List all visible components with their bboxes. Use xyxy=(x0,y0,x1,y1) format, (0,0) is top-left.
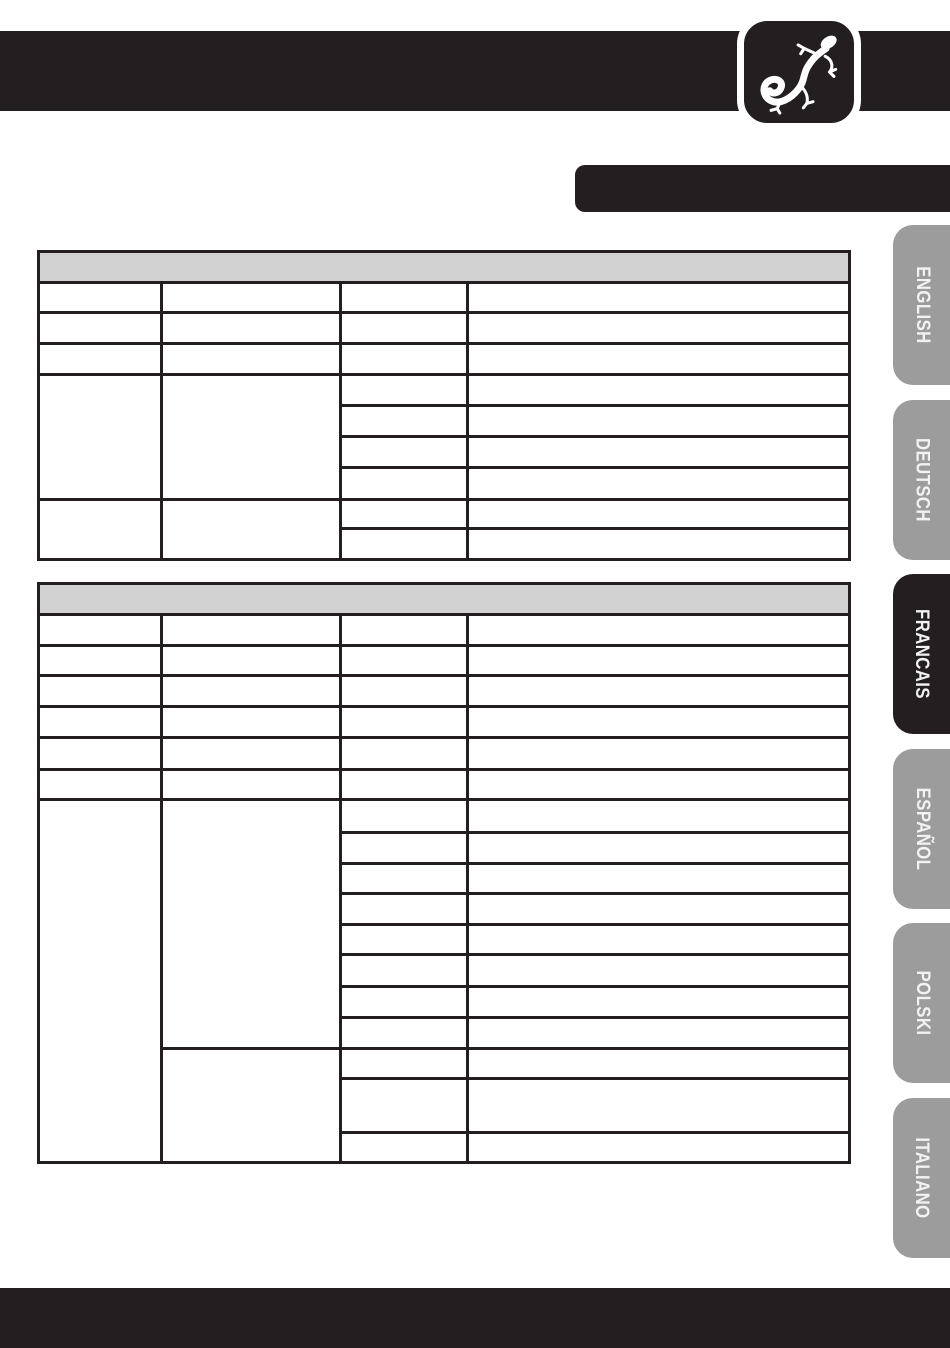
cell xyxy=(468,1133,850,1163)
cell xyxy=(162,500,341,560)
cell xyxy=(341,406,468,437)
cell xyxy=(468,313,850,344)
lower-table xyxy=(37,582,851,1164)
tab-label: ENGLISH xyxy=(911,266,933,344)
cell xyxy=(39,738,162,770)
upper-table xyxy=(37,250,851,561)
cell xyxy=(341,738,468,770)
cell xyxy=(162,800,341,1049)
cell xyxy=(468,529,850,560)
cell xyxy=(468,437,850,468)
cell xyxy=(468,987,850,1018)
cell xyxy=(468,894,850,925)
section-title-bar xyxy=(575,165,950,212)
table-row xyxy=(39,344,850,375)
cell xyxy=(341,615,468,646)
cell xyxy=(341,1133,468,1163)
cell xyxy=(468,925,850,955)
cell xyxy=(341,283,468,313)
cell xyxy=(39,615,162,646)
table-row xyxy=(39,500,850,529)
tab-espanol[interactable] xyxy=(893,749,950,909)
cell xyxy=(162,313,341,344)
cell xyxy=(341,864,468,894)
tab-label: DEUTSCH xyxy=(911,438,933,522)
tab-francais[interactable] xyxy=(893,574,950,734)
table-row xyxy=(39,800,850,833)
cell xyxy=(341,1079,468,1133)
cell xyxy=(162,770,341,800)
cell xyxy=(468,676,850,707)
cell xyxy=(468,864,850,894)
table-row xyxy=(39,313,850,344)
cell xyxy=(39,707,162,738)
cell xyxy=(162,344,341,375)
cell xyxy=(341,1049,468,1079)
table-row xyxy=(39,738,850,770)
cell xyxy=(39,500,162,560)
cell xyxy=(468,468,850,500)
cell xyxy=(341,987,468,1018)
cell xyxy=(39,375,162,500)
cell xyxy=(341,375,468,406)
cell xyxy=(39,313,162,344)
cell xyxy=(341,833,468,864)
cell xyxy=(468,955,850,987)
cell xyxy=(39,770,162,800)
cell xyxy=(341,894,468,925)
cell xyxy=(468,344,850,375)
table-row xyxy=(39,770,850,800)
cell xyxy=(468,770,850,800)
cell xyxy=(162,707,341,738)
cell xyxy=(162,615,341,646)
cell xyxy=(468,615,850,646)
cell xyxy=(468,375,850,406)
cell xyxy=(39,800,162,1163)
cell xyxy=(162,1049,341,1163)
tab-label: ITALIANO xyxy=(911,1137,933,1219)
table-header-cell xyxy=(39,584,850,615)
cell xyxy=(341,468,468,500)
cell xyxy=(468,738,850,770)
table-header-row xyxy=(39,584,850,615)
cell xyxy=(341,437,468,468)
cell xyxy=(468,800,850,833)
cell xyxy=(39,344,162,375)
cell xyxy=(468,707,850,738)
salamander-icon xyxy=(751,27,847,117)
cell xyxy=(341,955,468,987)
logo-badge xyxy=(737,14,861,130)
cell xyxy=(162,375,341,500)
tab-italiano[interactable] xyxy=(893,1098,950,1258)
cell xyxy=(341,344,468,375)
table-header-cell xyxy=(39,252,850,283)
table-row xyxy=(39,615,850,646)
tab-deutsch[interactable] xyxy=(893,400,950,560)
cell xyxy=(468,1018,850,1049)
tab-label: POLSKI xyxy=(911,970,933,1036)
cell xyxy=(468,406,850,437)
footer-bar xyxy=(0,1288,950,1348)
cell xyxy=(468,646,850,676)
table-row xyxy=(39,646,850,676)
cell xyxy=(39,646,162,676)
cell xyxy=(341,925,468,955)
cell xyxy=(162,676,341,707)
cell xyxy=(341,313,468,344)
tab-polski[interactable] xyxy=(893,923,950,1083)
cell xyxy=(468,833,850,864)
cell xyxy=(341,529,468,560)
cell xyxy=(341,800,468,833)
cell xyxy=(341,770,468,800)
table-row xyxy=(39,283,850,313)
tab-label: ESPAÑOL xyxy=(911,787,933,871)
cell xyxy=(468,500,850,529)
tab-label: FRANCAIS xyxy=(911,609,933,699)
cell xyxy=(39,676,162,707)
cell xyxy=(162,283,341,313)
table-row xyxy=(39,676,850,707)
cell xyxy=(468,283,850,313)
cell xyxy=(162,738,341,770)
cell xyxy=(341,707,468,738)
cell xyxy=(162,646,341,676)
cell xyxy=(468,1079,850,1133)
cell xyxy=(341,676,468,707)
cell xyxy=(341,500,468,529)
table-row xyxy=(39,375,850,406)
cell xyxy=(341,1018,468,1049)
cell xyxy=(39,283,162,313)
cell xyxy=(468,1049,850,1079)
table-header-row xyxy=(39,252,850,283)
tab-english[interactable] xyxy=(893,225,950,385)
table-row xyxy=(39,707,850,738)
cell xyxy=(341,646,468,676)
